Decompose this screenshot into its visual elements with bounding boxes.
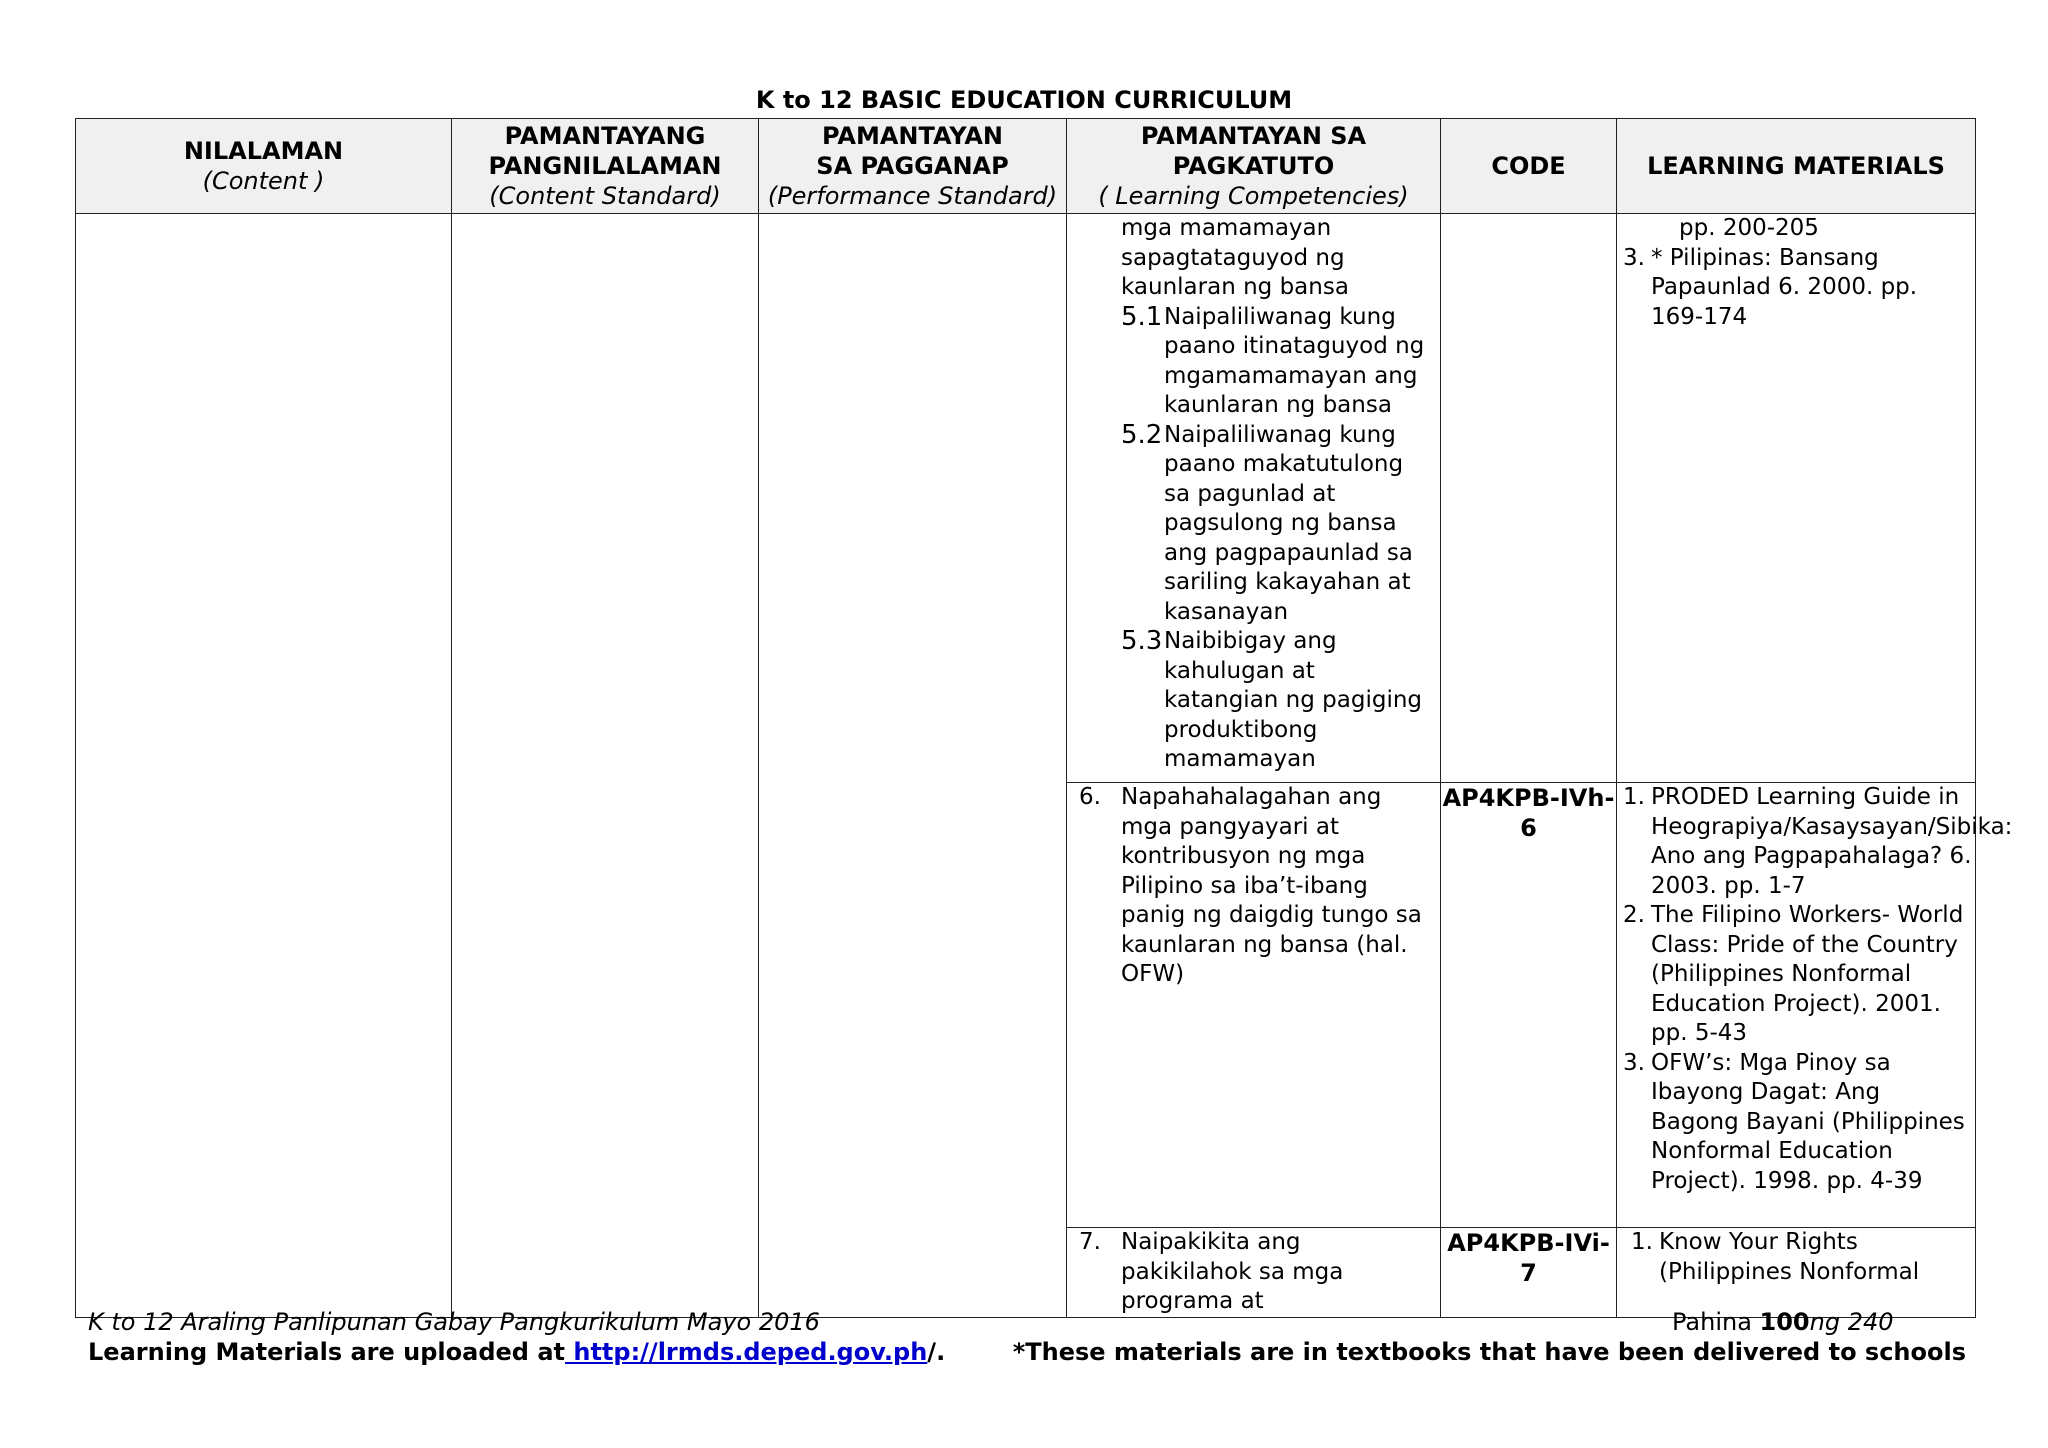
material-item: 3. * Pilipinas: Bansang Papaunlad 6. 2000. pp. 169-174 [1623,244,1918,330]
sub-competency-5-3: 5.3 Naibibigay ang kahulugan at katangian ng pagiging produktibong mamamayan [1121,626,1423,772]
competency-item-6: 6. Napahahalagahan ang mga pangyayari at kontribusyon ng mga Pilipino sa iba’t-ibang panig ng daigdig tungo sa kaunlaran ng bansa (hal. OFW) [1079,784,1422,987]
performance-standard-cell [759,214,1067,1318]
materials-cell-5 [1617,214,1976,783]
competency-item-7: 7. Naipakikita ang pakikilahok sa mga programa at [1079,1229,1344,1314]
sub-competency-5-1: 5.1 Naipaliliwanag kung paano itinataguyod ng mgamamamayan ang kaunlaran ng bansa [1121,301,1425,418]
code-cell-7: AP4KPB-IVi-7 [1441,1228,1617,1318]
material-continuation: pp. 200-205 [1679,215,1819,241]
footer-guide-title: K to 12 Araling Panlipunan Gabay Pangkurikulum Mayo 2016 [88,1308,820,1336]
competency-line: sapagtataguyod ng [1121,244,1345,271]
competency-cell-5 [1067,214,1441,783]
competency-cell-6 [1067,783,1441,1228]
header-content: NILALAMAN (Content ) [76,119,452,214]
material-item: 1. PRODED Learning Guide in Heograpiya/Kasaysayan/Sibika: Ano ang Pagpapahalaga? 6. 2003. pp. 1-7 [1623,784,2013,899]
footer-textbook-note: *These materials are in textbooks that have been delivered to schools [1012,1338,1966,1366]
sub-competency-5-2: 5.2 Naipaliliwanag kung paano makatutulong sa pagunlad at pagsulong ng bansa ang pagpapaunlad sa sariling kakayahan at kasanayan [1121,419,1413,625]
table-header-row [76,119,1976,214]
header-learning-competencies: PAMANTAYAN SA PAGKATUTO ( Learning Competencies) [1067,119,1441,214]
material-item: 3. OFW’s: Mga Pinoy sa Ibayong Dagat: Ang Bagong Bayani (Philippines Nonformal Education Project). 1998. pp. 4-39 [1623,1049,1965,1194]
table-row [76,214,1976,783]
header-learning-materials: LEARNING MATERIALS [1617,119,1976,214]
header-performance-standard: PAMANTAYAN SA PAGGANAP (Performance Standard) [759,119,1067,214]
lrmds-link[interactable]: http://lrmds.deped.gov.ph [565,1338,928,1366]
materials-cell-7 [1617,1228,1976,1318]
document-title: K to 12 BASIC EDUCATION CURRICULUM [755,86,1293,114]
header-content-standard: PAMANTAYANG PANGNILALAMAN (Content Standard) [452,119,759,214]
material-item: 1. Know Your Rights (Philippines Nonformal [1631,1229,1920,1285]
footer-upload-note: Learning Materials are uploaded at http://lrmds.deped.gov.ph/. [88,1338,946,1366]
competency-line: kaunlaran ng bansa [1121,274,1349,300]
material-item: 2. The Filipino Workers- World Class: Pride of the Country (Philippines Nonformal Education Project). 2001. pp. 5-43 [1623,902,1964,1046]
materials-cell-6 [1617,783,2013,1228]
competency-line: mga mamamayan [1121,215,1332,241]
header-code: CODE [1441,119,1617,214]
code-cell-5 [1441,214,1617,783]
code-cell-6: AP4KPB-IVh-6 [1441,783,1617,1228]
footer-page-number: Pahina 100ng 240 [1672,1308,1894,1336]
curriculum-table [75,118,2013,1318]
content-cell [76,214,452,1318]
content-standard-cell [452,214,759,1318]
competency-cell-7 [1067,1228,1441,1318]
